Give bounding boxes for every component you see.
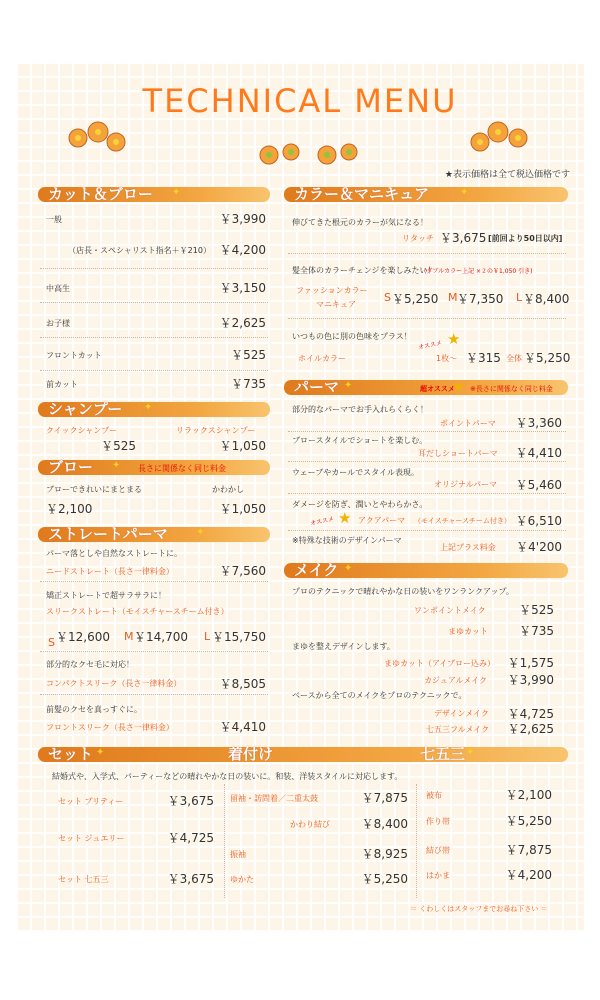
menu-item-label: オリジナルパーマ [434, 480, 498, 489]
menu-item-price: ￥5,250 [392, 292, 439, 306]
menu-item-label: 上記プラス料金 [440, 543, 496, 552]
section-title: カット＆ブロー [48, 185, 153, 203]
menu-item-price: ￥3,675 [167, 872, 214, 886]
menu-item-label: セット プリティー [58, 797, 124, 806]
description: パーマ落としや自然なストレートに。 [46, 549, 182, 558]
menu-item-label: ニードストレート（長さ一律料金） [46, 567, 174, 576]
menu-item-label: 作り帯 [426, 817, 450, 826]
menu-item-label: かわり結び [290, 820, 330, 829]
menu-item-price: ￥1,575 [507, 656, 554, 670]
menu-item-label: お子様 [46, 319, 70, 328]
size-m-label: M [124, 630, 134, 643]
menu-item-price: ￥7,875 [361, 791, 408, 805]
super-recommend-label: 超オススメ [420, 385, 455, 393]
blow-note: 長さに関係なく同じ料金 [138, 464, 226, 473]
menu-item-price: ￥15,750 [212, 630, 266, 644]
menu-item-price: ￥4,200 [219, 243, 266, 257]
menu-item-label: ブローできれいにまとまる [46, 485, 142, 494]
description: まゆを整えデザインします。 [292, 642, 395, 651]
menu-item-price: ￥4'200 [516, 540, 562, 554]
menu-item-price: ￥4,200 [505, 868, 552, 882]
section-title: ストレートパーマ [48, 525, 168, 543]
description: ブロースタイルでショートを楽しむ。 [292, 436, 428, 445]
menu-item-label: ホイルカラー [298, 354, 346, 363]
menu-item-price: ￥5,250 [505, 814, 552, 828]
menu-item-label: ポイントパーマ [440, 419, 496, 428]
menu-item-price: ￥4,410 [219, 720, 266, 734]
menu-item-label: （店長・スペシャリスト指名＋￥210） [68, 246, 211, 255]
menu-item-label: フロントスリーク（長さ一律料金） [46, 723, 174, 732]
menu-item-price: ￥7,875 [505, 843, 552, 857]
menu-item-price: ￥3,150 [219, 281, 266, 295]
description: 部分的なクセ毛に対応！ [46, 660, 134, 669]
divider [40, 581, 268, 582]
menu-item-price: ￥3,360 [515, 416, 562, 430]
description: 伸びてきた根元のカラーが気になる！ [292, 218, 428, 227]
menu-item-label: デザインメイク [434, 709, 489, 718]
section-title: シャンプー [48, 400, 123, 418]
sparkle-icon: ✦ [96, 747, 105, 758]
menu-item-price: ￥735 [519, 624, 554, 638]
section-title: カラー＆マニキュア [294, 185, 430, 203]
menu-item-price: ￥8,925 [361, 847, 408, 861]
menu-item-label: セット 七五三 [58, 875, 109, 884]
size-m-label: M [448, 291, 458, 304]
sparkle-icon: ✦ [344, 563, 353, 574]
column-divider [224, 784, 225, 898]
description: 部分的なパーマでお手入れらくらく！ [292, 405, 428, 414]
menu-item-label: 振袖 [230, 850, 246, 859]
kitsuke-title: 着付け [228, 745, 274, 763]
flower-decoration-icon [257, 140, 363, 170]
menu-item-price: ￥14,700 [134, 630, 188, 644]
menu-item-label: はかま [426, 871, 450, 880]
menu-item-price: ￥8,400 [361, 817, 408, 831]
description: ※特殊な技術のデザインパーマ [292, 536, 402, 545]
section-title: メイク [294, 561, 339, 579]
page-title: TECHNICAL MENU [142, 82, 458, 120]
menu-item-price: ￥2,100 [46, 502, 93, 516]
menu-item-label: まゆカット（アイブロー込み） [384, 659, 495, 668]
star-icon: ★ [452, 379, 465, 395]
sparkle-icon: ✦ [196, 527, 205, 538]
footer-note: ＝ くわしくはスタッフまでお尋ね下さい ＝ [410, 905, 548, 913]
menu-item-price: ￥5,250 [524, 351, 571, 365]
section-header-makeup [284, 563, 568, 578]
menu-item-price: ￥4,410 [515, 446, 562, 460]
sparkle-icon: ✦ [466, 747, 475, 758]
menu-item-label: セット ジュエリー [58, 834, 125, 843]
perm-note: ※長さに関係なく同じ料金 [470, 385, 553, 393]
retouch-note: [前回より50日以内] [488, 234, 563, 243]
menu-item-price: ￥525 [101, 439, 136, 453]
description: ダメージを防ぎ、潤いとやわらかさ。 [292, 500, 428, 509]
menu-item-label: フロントカット [46, 351, 102, 360]
menu-item-label: 結び帯 [426, 846, 450, 855]
menu-item-label: 前カット [46, 380, 78, 389]
section-header-color [284, 187, 568, 202]
section-header-cut [38, 187, 270, 202]
menu-item-label: マニキュア [316, 300, 356, 309]
menu-item-price: ￥4,725 [167, 831, 214, 845]
menu-item-label: まゆカット [448, 627, 488, 636]
menu-item-price: ￥525 [519, 603, 554, 617]
menu-item-label: 全体 [506, 354, 522, 363]
description: ウェーブやカールでスタイル表現。 [292, 468, 419, 477]
divider [40, 268, 268, 269]
menu-item-label: かわかし [212, 485, 244, 494]
divider [288, 493, 566, 494]
recommend-label: オススメ [417, 339, 443, 352]
menu-item-label: 1枚～ [436, 354, 458, 363]
menu-item-price: ￥3,990 [507, 673, 554, 687]
section-header-set [38, 747, 568, 762]
description: ベースから全てのメイクをプロのテクニックで。 [292, 691, 467, 700]
divider [288, 530, 566, 531]
description: 前髪のクセを真っすぐに。 [46, 705, 142, 714]
divider [288, 461, 566, 462]
divider [40, 302, 268, 303]
menu-item-price: ￥2,625 [219, 316, 266, 330]
menu-item-label: スリークストレート（モイスチャースチーム付き） [46, 607, 229, 616]
menu-item-price: ￥3,675 [167, 794, 214, 808]
menu-item-label: ファッションカラー [296, 286, 368, 295]
double-color-note: (ダブルカラー上記 ×２の￥1,050 引き) [424, 268, 533, 275]
star-icon: ★ [447, 330, 461, 348]
menu-item-price: ￥1,050 [219, 502, 266, 516]
menu-item-label: 留袖・訪問着／二重太鼓 [230, 794, 318, 803]
tax-note: ★表示価格は全て税込価格です [444, 170, 570, 180]
sparkle-icon: ✦ [344, 380, 353, 391]
set-description: 結婚式や、入学式、パーティーなどの晴れやかな日の装いに。和装、洋装スタイルに対応します。 [52, 772, 403, 781]
menu-item-note: （モイスチャースチーム付き） [414, 517, 511, 525]
divider [40, 370, 268, 371]
size-l-label: L [204, 630, 211, 643]
section-header-straight-perm [38, 527, 270, 542]
menu-item-price: ￥2,100 [505, 788, 552, 802]
sparkle-icon: ✦ [172, 187, 181, 198]
flower-decoration-icon [466, 118, 532, 158]
menu-item-label: カジュアルメイク [424, 676, 487, 685]
menu-item-price: ￥12,600 [56, 630, 110, 644]
menu-item-label: 耳だしショートパーマ [418, 449, 498, 458]
menu-item-price: ￥1,050 [219, 439, 266, 453]
description: いつもの色に別の色味をプラス！ [292, 332, 412, 341]
size-s-label: S [384, 291, 391, 304]
menu-item-price: ￥7,350 [457, 292, 504, 306]
menu-item-label: 七五三フルメイク [426, 725, 490, 734]
menu-item-price: ￥8,400 [523, 292, 570, 306]
menu-item-price: ￥525 [231, 348, 266, 362]
description: プロのテクニックで晴れやかな日の装いをワンランクアップ。 [292, 587, 514, 596]
menu-item-price: ￥3,675 [440, 231, 487, 245]
sparkle-icon: ✦ [144, 402, 153, 413]
section-header-shampoo [38, 402, 270, 417]
menu-item-price: ￥2,625 [507, 722, 554, 736]
menu-item-price: ￥735 [231, 377, 266, 391]
description: 髪全体のカラーチェンジを楽しみたい！ [292, 266, 436, 275]
menu-item-label: リラックスシャンプー [176, 426, 256, 435]
menu-item-price: ￥315 [466, 351, 501, 365]
menu-item-price: ￥6,510 [515, 514, 562, 528]
menu-item-label: 中高生 [46, 284, 70, 293]
menu-item-label: 一般 [46, 215, 62, 224]
column-divider [416, 784, 417, 898]
sparkle-icon: ✦ [460, 187, 469, 198]
menu-item-label: アクアパーマ [358, 516, 406, 525]
menu-item-price: ￥8,505 [219, 677, 266, 691]
divider [288, 431, 566, 432]
section-title: ブロー [48, 458, 94, 476]
divider [40, 651, 268, 652]
divider [288, 253, 566, 254]
recommend-label: オススメ [309, 515, 335, 528]
shichigosan-title: 七五三 [420, 745, 466, 763]
description: 矯正ストレートで超サラサラに！ [46, 591, 166, 600]
menu-item-price: ￥5,460 [515, 478, 562, 492]
sparkle-icon: ✦ [112, 460, 121, 471]
menu-item-label: 被布 [426, 791, 442, 800]
menu-item-label: ワンポイントメイク [414, 606, 486, 615]
star-icon: ★ [338, 509, 352, 527]
menu-item-label: ゆかた [230, 875, 254, 884]
divider [40, 694, 268, 695]
divider [40, 337, 268, 338]
size-l-label: L [516, 291, 523, 304]
menu-item-price: ￥7,560 [219, 564, 266, 578]
menu-item-price: ￥5,250 [361, 872, 408, 886]
menu-item-price: ￥3,990 [219, 212, 266, 226]
size-s-label: S [48, 636, 55, 649]
menu-item-price: ￥4,725 [507, 707, 554, 721]
menu-item-label: コンパクトスリーク（長さ一律料金） [46, 679, 182, 688]
section-title: パーマ [294, 378, 340, 396]
menu-item-label: クイックシャンプー [46, 426, 118, 435]
flower-decoration-icon [64, 118, 130, 158]
divider [288, 318, 566, 319]
section-title: セット [48, 745, 94, 763]
menu-item-label: リタッチ [402, 234, 434, 243]
